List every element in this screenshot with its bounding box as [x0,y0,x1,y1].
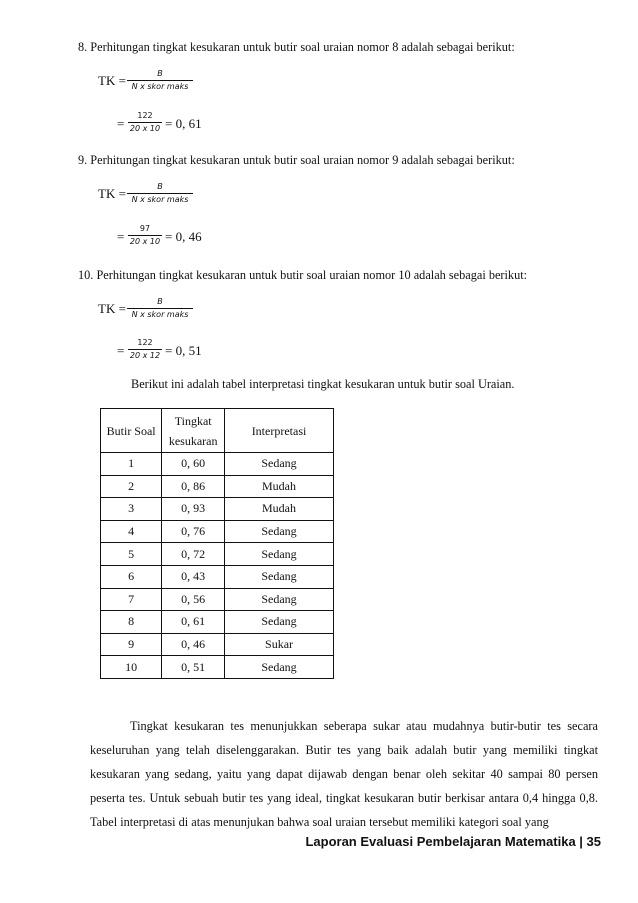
cell-butir: 4 [101,520,162,543]
item-8-fraction [128,111,162,134]
paragraph-text: Tingkat kesukaran tes menunjukkan seberapa sukar atau mudahnya butir-butir tes secara keseluruhan yang telah diselenggarakan. Butir tes yang baik adalah butir yang memiliki tingkat kesukaran yang sedang, yaitu yang dapat dijawab dengan benar oleh sekitar 40 sampai 80 persen peserta tes. Untuk sebuah butir tes yang ideal, tingkat kesukaran butir berkisar antara 0,4 hingga 0,8. Tabel interpretasi di atas menunjukan bahwa soal uraian tersebut memiliki kategori soal yang [90,719,598,829]
formula-denominator: N x skor maks [131,310,189,319]
cell-interpretasi: Sedang [225,520,334,543]
table-row [101,520,334,543]
cell-interpretasi: Sukar [225,633,334,656]
header-butir-soal: Butir Soal [101,409,162,453]
item-8-tk-label: TK = [98,73,126,88]
cell-tingkat: 0, 76 [162,520,225,543]
cell-interpretasi: Sedang [225,565,334,588]
item-10-heading: 10. Perhitungan tingkat kesukaran untuk butir soal uraian nomor 10 adalah sebagai berikut: [78,268,528,282]
fraction-numerator: 97 [128,224,162,236]
formula-numerator: B [127,69,193,81]
cell-interpretasi: Sedang [225,543,334,566]
cell-butir: 3 [101,498,162,521]
formula-numerator: B [127,182,193,194]
item-8-result: = 0, 61 [165,116,202,131]
table-row [101,588,334,611]
cell-tingkat: 0, 56 [162,588,225,611]
cell-butir: 8 [101,611,162,634]
item-9-formula [127,182,193,205]
item-8-formula [127,69,193,92]
table-header-row [101,409,334,453]
item-9-heading: 9. Perhitungan tingkat kesukaran untuk butir soal uraian nomor 9 adalah sebagai berikut: [78,153,515,167]
cell-tingkat: 0, 46 [162,633,225,656]
item-9-eq: = [117,229,125,244]
body-paragraph [90,714,598,834]
table-row [101,656,334,679]
cell-interpretasi: Sedang [225,453,334,476]
table-row [101,543,334,566]
fraction-denominator: 20 x 10 [129,124,161,133]
formula-denominator: N x skor maks [131,82,189,91]
item-10-result: = 0, 51 [165,343,202,358]
cell-butir: 10 [101,656,162,679]
cell-butir: 2 [101,475,162,498]
fraction-denominator: 20 x 10 [129,237,161,246]
item-9-tk-label: TK = [98,186,126,201]
fraction-numerator: 122 [128,111,162,123]
item-10-tk-label: TK = [98,301,126,316]
page-footer: Laporan Evaluasi Pembelajaran Matematika | 35 [305,834,601,849]
cell-interpretasi: Mudah [225,475,334,498]
item-8-eq: = [117,116,125,131]
cell-butir: 5 [101,543,162,566]
item-9-fraction [128,224,162,247]
cell-butir: 6 [101,565,162,588]
cell-interpretasi: Sedang [225,611,334,634]
table-row [101,565,334,588]
item-10-fraction [128,338,162,361]
item-10-eq: = [117,343,125,358]
fraction-denominator: 20 x 12 [129,351,161,360]
table-row [101,633,334,656]
item-8-heading: 8. Perhitungan tingkat kesukaran untuk butir soal uraian nomor 8 adalah sebagai berikut: [78,40,515,54]
table-row [101,453,334,476]
formula-numerator: B [127,297,193,309]
formula-denominator: N x skor maks [131,195,189,204]
item-9-result: = 0, 46 [165,229,202,244]
header-interpretasi: Interpretasi [225,409,334,453]
cell-butir: 9 [101,633,162,656]
cell-butir: 1 [101,453,162,476]
table-body [101,453,334,679]
cell-tingkat: 0, 51 [162,656,225,679]
table-row [101,475,334,498]
cell-interpretasi: Mudah [225,498,334,521]
cell-tingkat: 0, 43 [162,565,225,588]
item-10-formula [127,297,193,320]
table-row [101,611,334,634]
cell-tingkat: 0, 86 [162,475,225,498]
fraction-numerator: 122 [128,338,162,350]
table-intro: Berikut ini adalah tabel interpretasi tingkat kesukaran untuk butir soal Uraian. [131,377,515,391]
cell-tingkat: 0, 60 [162,453,225,476]
header-tingkat-kesukaran: Tingkat kesukaran [162,409,225,453]
cell-interpretasi: Sedang [225,656,334,679]
cell-tingkat: 0, 93 [162,498,225,521]
table-row [101,498,334,521]
cell-butir: 7 [101,588,162,611]
cell-interpretasi: Sedang [225,588,334,611]
cell-tingkat: 0, 61 [162,611,225,634]
cell-tingkat: 0, 72 [162,543,225,566]
interpretation-table [100,408,334,679]
